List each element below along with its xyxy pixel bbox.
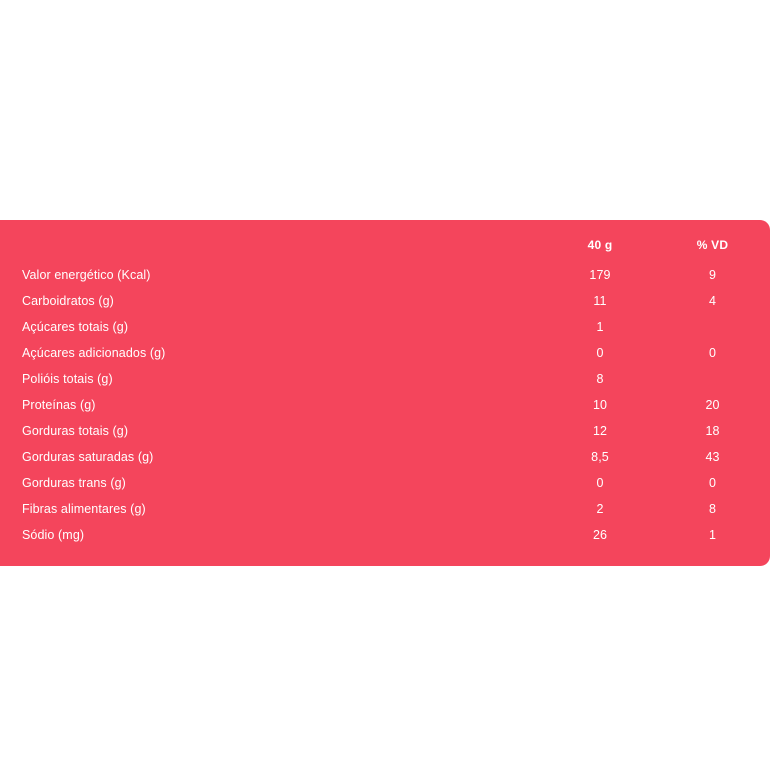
- table-header: [0, 234, 770, 262]
- column-header-daily-value: % VD: [696, 238, 729, 252]
- nutrient-amount: 11: [593, 294, 607, 308]
- nutrient-daily-value: 20: [705, 398, 720, 412]
- nutrient-label: Fibras alimentares (g): [22, 502, 146, 516]
- table-row: [0, 340, 770, 366]
- nutrient-label: Açúcares totais (g): [22, 320, 129, 334]
- column-header-nutrient: [0, 234, 545, 262]
- nutrient-daily-value: [655, 314, 770, 340]
- nutrient-amount: 8: [596, 372, 604, 386]
- nutrient-label: Gorduras totais (g): [22, 424, 129, 438]
- nutrient-daily-value: 18: [705, 424, 720, 438]
- nutrient-daily-value: 4: [708, 294, 717, 308]
- nutrient-amount: 2: [596, 502, 604, 516]
- table-row: [0, 418, 770, 444]
- nutrient-amount: 0: [596, 476, 604, 490]
- table-row: [0, 366, 770, 392]
- column-header-amount: 40 g: [587, 238, 613, 252]
- nutrient-amount: 12: [592, 424, 608, 438]
- table-body: [0, 262, 770, 548]
- nutrient-daily-value: 8: [708, 502, 717, 516]
- nutrient-daily-value: 1: [708, 528, 717, 542]
- table-row: [0, 522, 770, 548]
- nutrient-label: Valor energético (Kcal): [22, 268, 151, 282]
- nutrition-facts-panel: [0, 220, 770, 566]
- nutrient-amount: 0: [596, 346, 604, 360]
- nutrient-daily-value: 9: [708, 268, 717, 282]
- nutrition-table: [0, 234, 770, 548]
- table-header-row: [0, 234, 770, 262]
- nutrient-label: Gorduras trans (g): [22, 476, 126, 490]
- nutrient-daily-value: 0: [708, 476, 717, 490]
- table-row: [0, 314, 770, 340]
- nutrient-label: Polióis totais (g): [22, 372, 113, 386]
- nutrient-label: Carboidratos (g): [22, 294, 114, 308]
- nutrient-daily-value: 43: [705, 450, 720, 464]
- table-row: [0, 496, 770, 522]
- table-row: [0, 392, 770, 418]
- nutrient-amount: 8,5: [591, 450, 609, 464]
- nutrient-daily-value: 0: [708, 346, 717, 360]
- nutrient-amount: 26: [592, 528, 608, 542]
- table-row: [0, 470, 770, 496]
- nutrient-amount: 179: [589, 268, 611, 282]
- nutrient-label: Proteínas (g): [22, 398, 96, 412]
- table-row: [0, 262, 770, 288]
- nutrient-daily-value: [655, 366, 770, 392]
- nutrient-label: Gorduras saturadas (g): [22, 450, 154, 464]
- table-row: [0, 444, 770, 470]
- nutrient-amount: 1: [596, 320, 604, 334]
- nutrient-amount: 10: [592, 398, 608, 412]
- nutrient-label: Sódio (mg): [22, 528, 85, 542]
- nutrient-label: Açúcares adicionados (g): [22, 346, 166, 360]
- table-row: [0, 288, 770, 314]
